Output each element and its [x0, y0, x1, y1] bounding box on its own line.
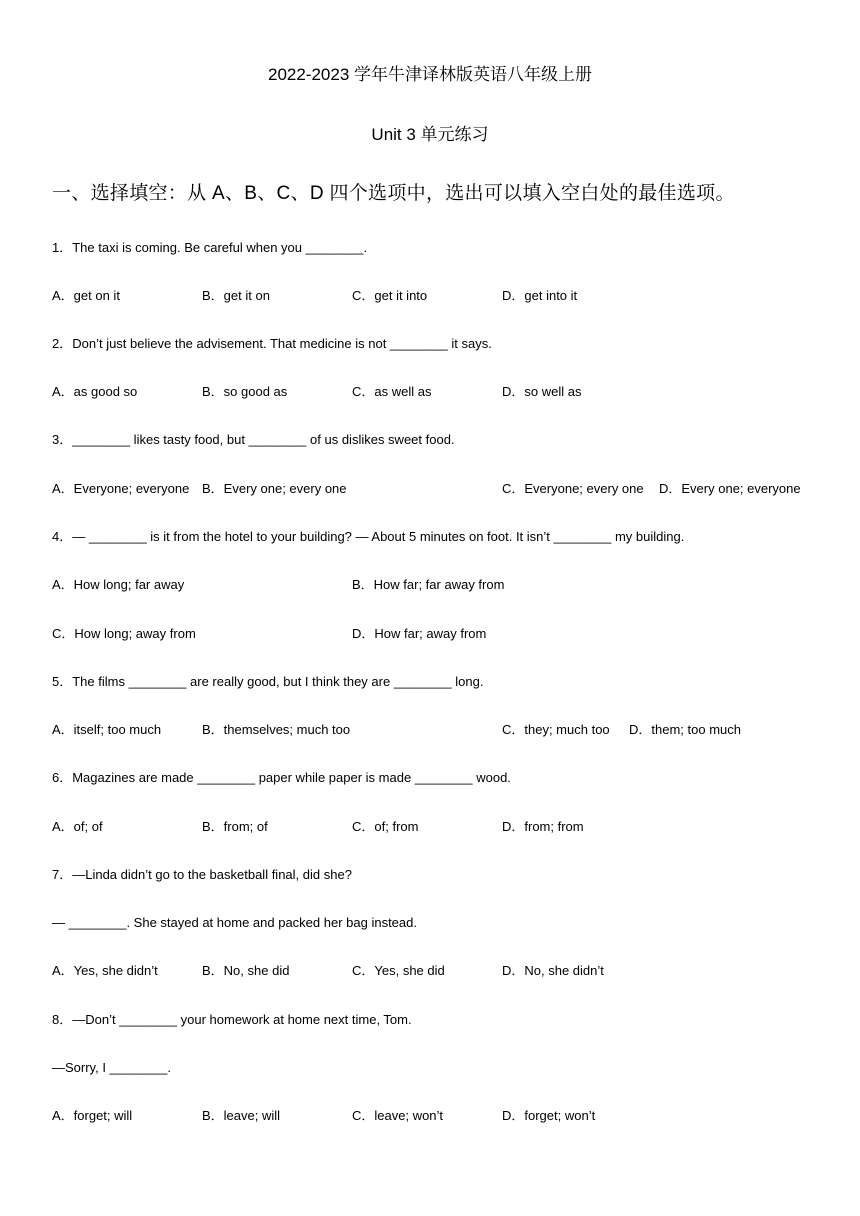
option-c: C．of; from: [352, 819, 419, 834]
option-b: B．No, she did: [202, 963, 290, 978]
question-stem: 1．The taxi is coming. Be careful when you ________.: [52, 240, 368, 255]
option-d: D．them; too much: [629, 722, 741, 737]
option-a: A．itself; too much: [52, 722, 162, 737]
question-stem-line: —Sorry, I ________.: [52, 1060, 171, 1075]
option-a: A．forget; will: [52, 1108, 133, 1123]
option-b: B．get it on: [202, 288, 270, 303]
option-c: C．leave; won’t: [352, 1108, 444, 1123]
question-stem: 6．Magazines are made ________ paper while paper is made ________ wood.: [52, 770, 511, 785]
option-d: D．How far; away from: [352, 626, 487, 641]
question-stem: 4．— ________ is it from the hotel to your building? — About 5 minutes on foot. It isn’t ________ my building.: [52, 529, 685, 544]
option-c: C．How long; away from: [52, 626, 196, 641]
option-a: A．How long; far away: [52, 577, 185, 592]
option-b: B．How far; far away from: [352, 577, 505, 592]
option-b: B．themselves; much too: [202, 722, 351, 737]
option-a: A．Everyone; everyone: [52, 481, 190, 496]
option-a: A．as good so: [52, 384, 138, 399]
question-stem: 2．Don’t just believe the advisement. That medicine is not ________ it says.: [52, 336, 492, 351]
option-d: D．Every one; everyone: [659, 481, 801, 496]
option-b: B．from; of: [202, 819, 268, 834]
option-b: B．Every one; every one: [202, 481, 347, 496]
question-stem: 7．—Linda didn’t go to the basketball final, did she?: [52, 867, 352, 882]
option-c: C．Everyone; every one: [502, 481, 644, 496]
question-stem: 3．________ likes tasty food, but ________ of us dislikes sweet food.: [52, 432, 455, 447]
section-heading: 一、选择填空：从 A、B、C、D 四个选项中，选出可以填入空白处的最佳选项。: [52, 183, 735, 204]
option-c: C．get it into: [352, 288, 428, 303]
page-title: 2022-2023 学年牛津译林版英语八年级上册: [267, 65, 593, 84]
option-c: C．they; much too: [502, 722, 610, 737]
question-stem: 5．The films ________ are really good, but I think they are ________ long.: [52, 674, 484, 689]
option-a: A．Yes, she didn’t: [52, 963, 158, 978]
option-d: D．so well as: [502, 384, 582, 399]
question-stem: 8．—Don’t ________ your homework at home next time, Tom.: [52, 1012, 412, 1027]
option-b: B．so good as: [202, 384, 288, 399]
option-c: C．Yes, she did: [352, 963, 445, 978]
option-a: A．get on it: [52, 288, 120, 303]
option-d: D．get into it: [502, 288, 578, 303]
option-a: A．of; of: [52, 819, 103, 834]
option-d: D．No, she didn’t: [502, 963, 604, 978]
option-d: D．forget; won’t: [502, 1108, 596, 1123]
page-subtitle: Unit 3 单元练习: [371, 125, 489, 144]
option-c: C．as well as: [352, 384, 432, 399]
question-stem-line: — ________. She stayed at home and packed her bag instead.: [52, 915, 417, 930]
option-b: B．leave; will: [202, 1108, 281, 1123]
option-d: D．from; from: [502, 819, 584, 834]
